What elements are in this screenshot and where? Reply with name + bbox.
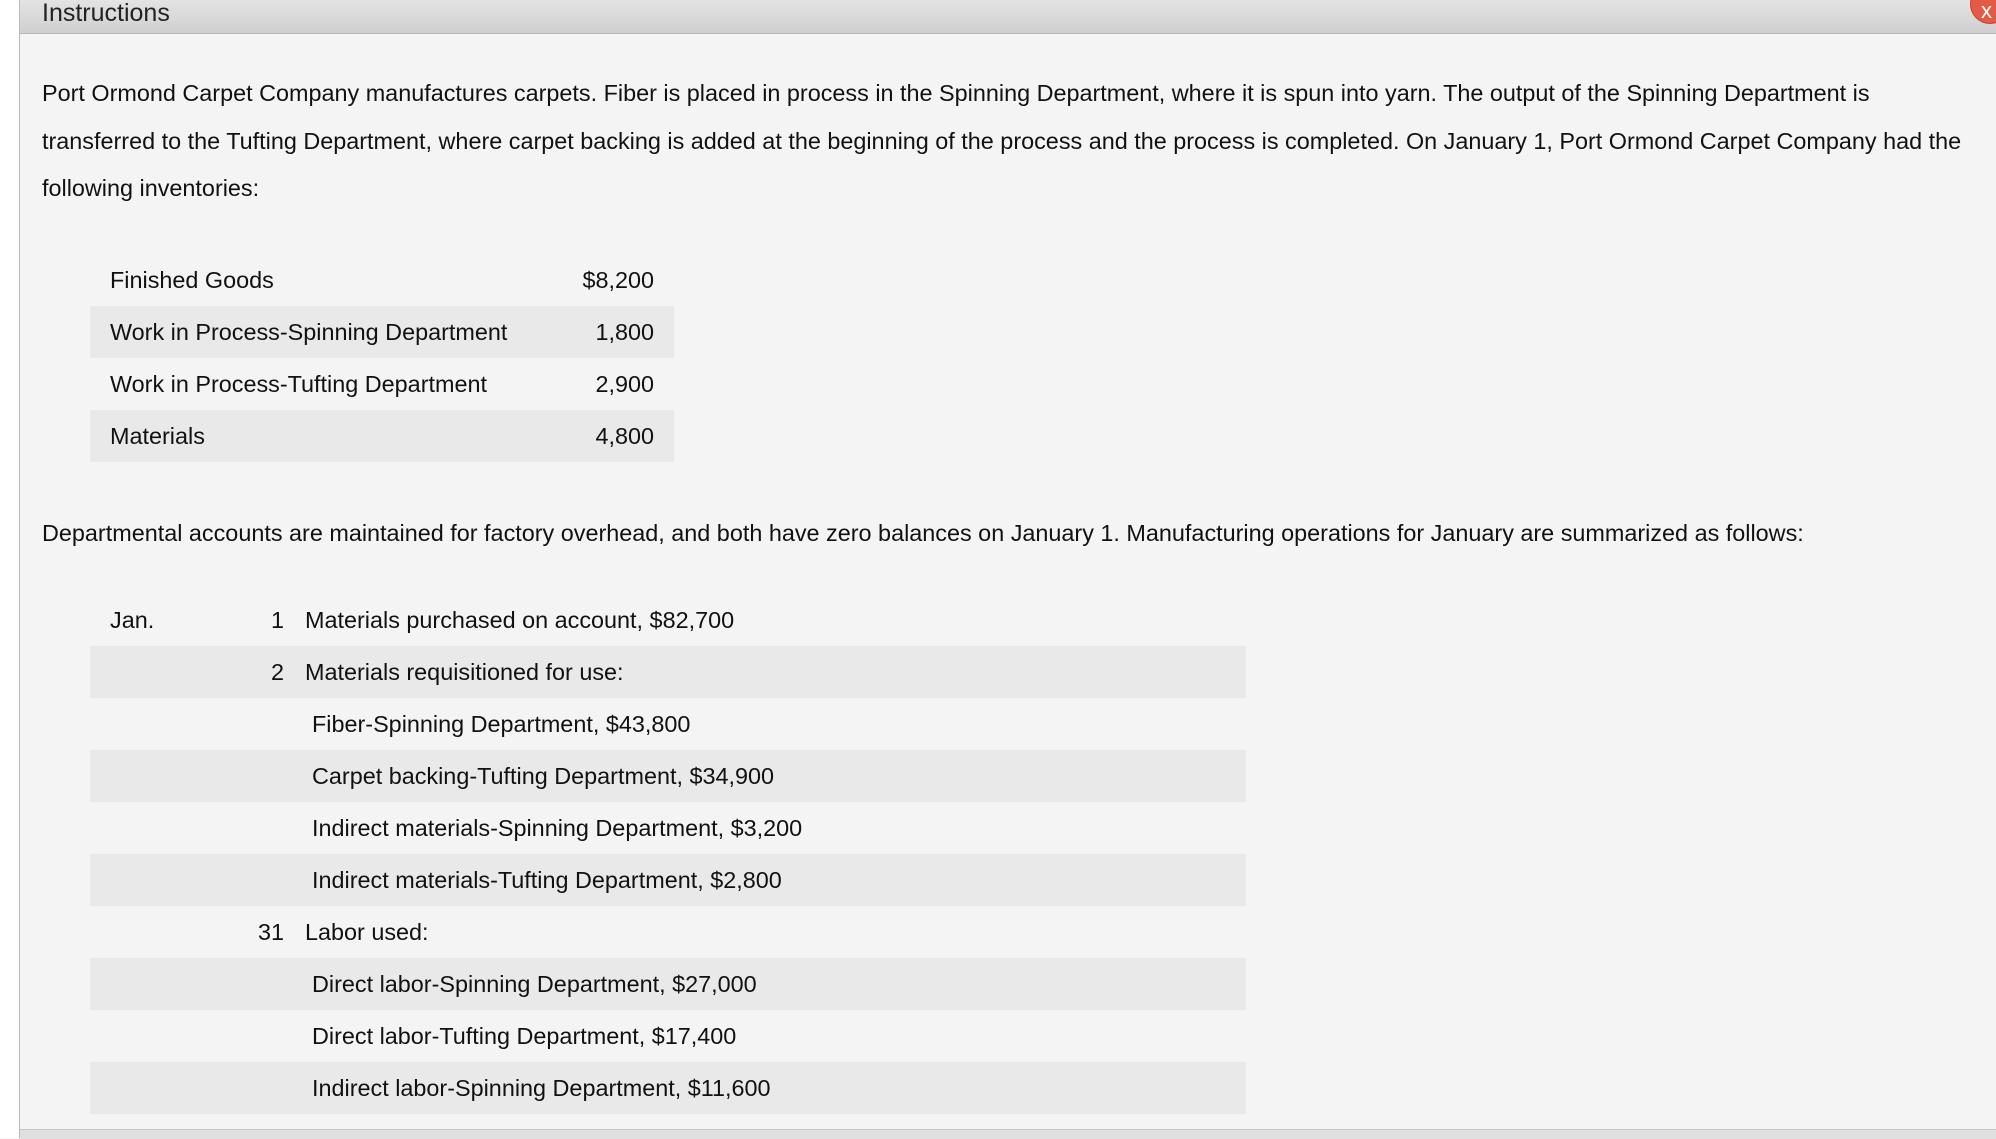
operation-row (90, 698, 1246, 750)
operation-day: 1 (270, 606, 284, 633)
inventory-row (90, 306, 674, 358)
operation-month (90, 854, 201, 906)
operation-day (201, 1010, 304, 1062)
inventory-amount: 4,800 (595, 422, 654, 449)
operation-month (90, 1062, 201, 1114)
operation-day: 31 (257, 918, 284, 945)
inventory-row (90, 410, 674, 462)
operations-table (90, 594, 1246, 1114)
operation-row (90, 594, 1246, 646)
operation-text: Labor used: (305, 918, 429, 945)
inventory-amount: $8,200 (582, 266, 654, 293)
operation-text: Direct labor-Tufting Department, $17,400 (312, 1022, 737, 1049)
operation-month (90, 698, 201, 750)
operation-day (201, 698, 304, 750)
operation-day (201, 958, 304, 1010)
inventory-label: Finished Goods (110, 266, 274, 293)
operation-month (90, 646, 201, 698)
operation-row (90, 750, 1246, 802)
operation-day (201, 802, 304, 854)
operation-row (90, 906, 1246, 958)
window-title: Instructions (42, 0, 170, 27)
inventory-row (90, 358, 674, 410)
operation-day (201, 854, 304, 906)
inventory-label: Work in Process-Tufting Department (110, 370, 487, 397)
operation-text: Carpet backing-Tufting Department, $34,900 (312, 762, 775, 789)
operation-row (90, 1062, 1246, 1114)
close-button[interactable]: x (1970, 0, 1996, 24)
operation-row (90, 958, 1246, 1010)
operation-row (90, 646, 1246, 698)
operation-day: 2 (270, 658, 284, 685)
inventory-label: Materials (110, 422, 205, 449)
inventory-row (90, 254, 674, 306)
summary-intro-paragraph: Departmental accounts are maintained for factory overhead, and both have zero balances on January 1. Manufacturing operations for January are summarized as follows: (42, 520, 1804, 546)
operation-month (90, 958, 201, 1010)
inventory-amount: 2,900 (595, 370, 654, 397)
operation-month: Jan. (110, 606, 155, 633)
operation-row (90, 854, 1246, 906)
operation-text: Fiber-Spinning Department, $43,800 (312, 710, 691, 737)
operation-day (201, 750, 304, 802)
operation-row (90, 1010, 1246, 1062)
intro-paragraph: Port Ormond Carpet Company manufactures carpets. Fiber is placed in process in the Spinning Department, where it is spun into yarn. The output of the Spinning Department is transferred to the Tufting Department, where carpet backing is added at the beginning of the process and the process is completed. On January 1, Port Ormond Carpet Company had the following inventories: (42, 80, 1962, 201)
operation-text: Direct labor-Spinning Department, $27,000 (312, 970, 757, 997)
operation-month (90, 1010, 201, 1062)
operation-text: Materials requisitioned for use: (305, 658, 624, 685)
window-left-border (0, 0, 20, 1138)
operation-text: Indirect materials-Tufting Department, $2,800 (312, 866, 782, 893)
inventory-amount: 1,800 (595, 318, 654, 345)
operation-day (201, 1062, 304, 1114)
operation-text: Materials purchased on account, $82,700 (305, 606, 735, 633)
operation-month (90, 906, 201, 958)
operation-row (90, 802, 1246, 854)
operation-month (90, 802, 201, 854)
title-bar (20, 0, 1996, 34)
instructions-content (42, 70, 1982, 213)
inventory-label: Work in Process-Spinning Department (110, 318, 508, 345)
operation-text: Indirect materials-Spinning Department, $3,200 (312, 814, 803, 841)
operation-month (90, 750, 201, 802)
inventories-table (90, 254, 674, 462)
operation-text: Indirect labor-Spinning Department, $11,600 (312, 1074, 771, 1101)
